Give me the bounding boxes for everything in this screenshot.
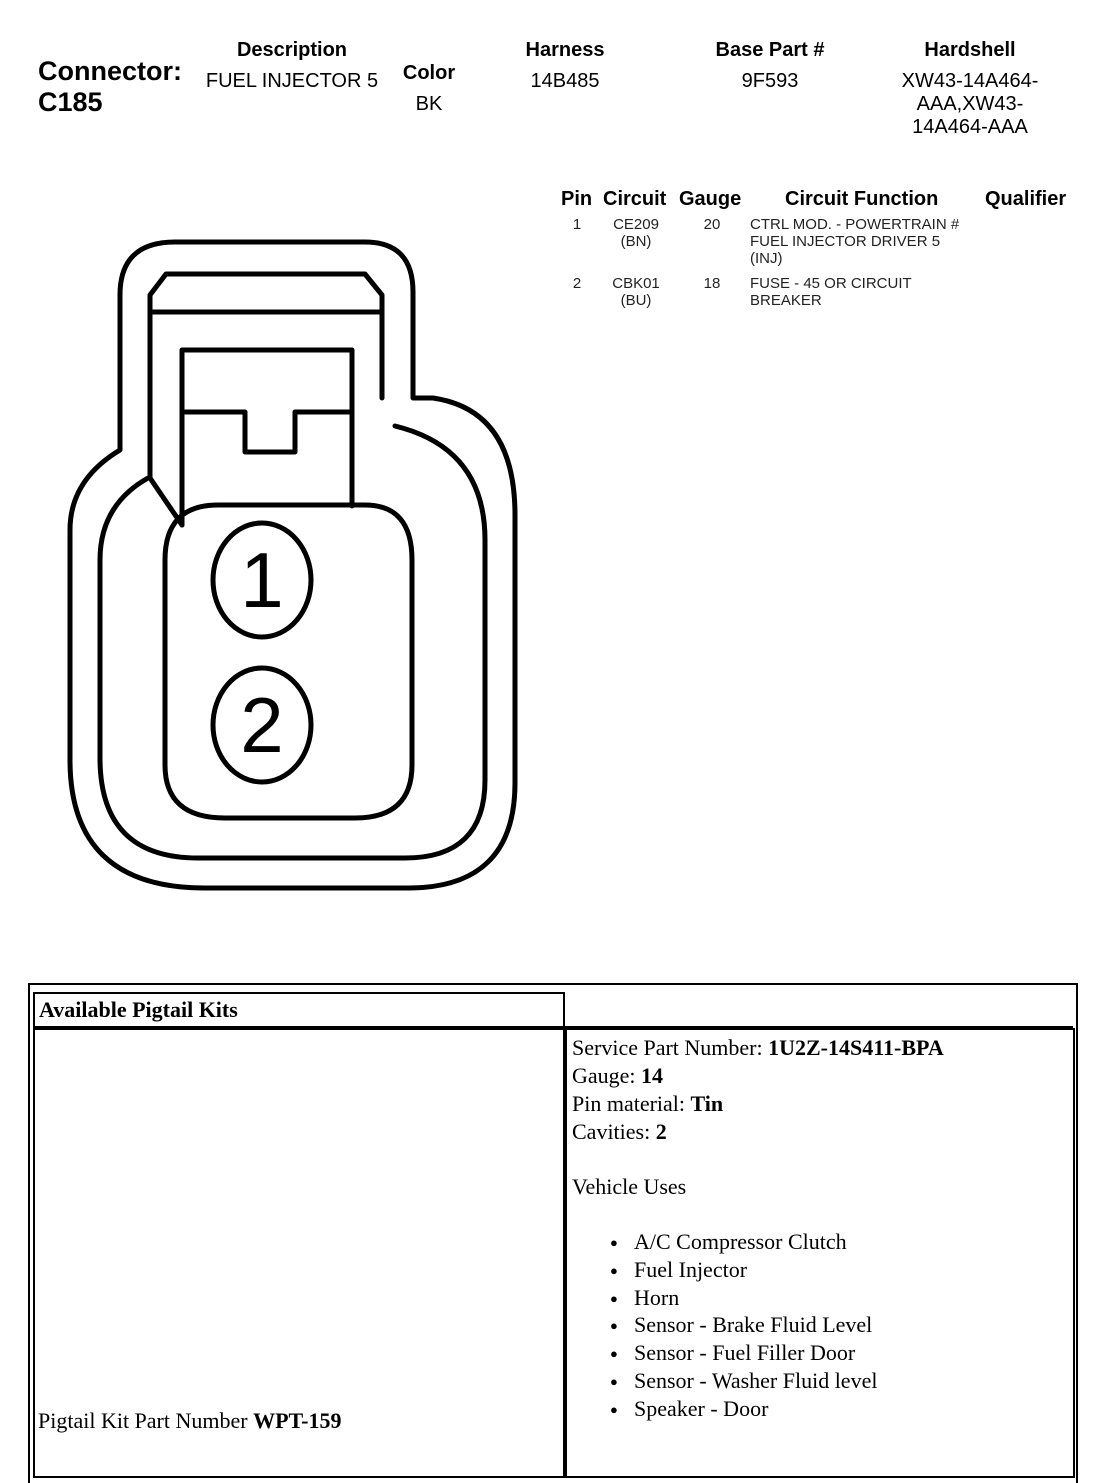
service-part-info <box>567 1030 1073 1427</box>
pigtail-title-cell <box>33 992 565 1028</box>
gauge-info <box>572 1062 1068 1090</box>
harness-value: 14B485 <box>530 70 600 92</box>
pin-number: 2 <box>572 275 582 292</box>
function-line: CTRL MOD. - POWERTRAIN # <box>750 216 960 233</box>
description-header: Description <box>236 39 348 61</box>
lock-tab-notch <box>185 412 350 452</box>
circuit-code <box>600 216 672 250</box>
harness-header: Harness <box>525 39 605 61</box>
circuit-id: CBK01 <box>612 275 660 292</box>
hardshell-value <box>880 70 1060 139</box>
latch-inner <box>150 274 382 478</box>
pigtail-title: Available Pigtail Kits <box>39 997 238 1022</box>
list-item: ● Fuel Injector <box>572 1256 1068 1284</box>
qualifier-col-header: Qualifier <box>985 188 1067 210</box>
circuit-color: (BU) <box>620 292 652 309</box>
list-item: ● A/C Compressor Clutch <box>572 1228 1068 1256</box>
gauge-col-header: Gauge <box>679 188 742 210</box>
hardshell-line-2: AAA,XW43- <box>916 93 1024 115</box>
function-line: FUSE - 45 OR CIRCUIT <box>750 275 912 292</box>
connector-face-diagram <box>0 0 560 940</box>
list-item: ● Speaker - Door <box>572 1395 1068 1423</box>
wire-gauge: 20 <box>703 216 721 233</box>
list-item: ● Sensor - Washer Fluid level <box>572 1367 1068 1395</box>
cavities-label: Cavities: <box>572 1119 656 1144</box>
function-line: (INJ) <box>750 250 783 267</box>
list-item: ● Horn <box>572 1284 1068 1312</box>
circuit-function <box>750 275 990 309</box>
pigtail-kit-cell <box>33 1028 565 1478</box>
pigtail-details-cell <box>565 1028 1075 1478</box>
pigtail-header-empty-cell <box>565 992 1073 1028</box>
service-part-value: 1U2Z-14S411-BPA <box>768 1035 944 1060</box>
color-value: BK <box>415 93 443 115</box>
circuit-color: (BN) <box>620 233 652 250</box>
function-col-header: Circuit Function <box>785 188 939 210</box>
function-line: FUEL INJECTOR DRIVER 5 <box>750 233 941 250</box>
hardshell-line-1: XW43-14A464- <box>901 70 1039 92</box>
pin-material-info <box>572 1090 1068 1118</box>
pigtail-kit-label: Pigtail Kit Part Number <box>38 1408 254 1433</box>
pin-number: 1 <box>572 216 582 233</box>
vehicle-uses-heading: Vehicle Uses <box>572 1174 687 1199</box>
color-header: Color <box>402 62 456 84</box>
gauge-label: Gauge: <box>572 1063 642 1088</box>
service-part-label: Service Part Number: <box>572 1035 769 1060</box>
cavities-info <box>572 1118 1068 1146</box>
function-line: BREAKER <box>750 292 822 309</box>
pin-material-label: Pin material: <box>572 1091 691 1116</box>
pin-2-label: 2 <box>240 681 284 769</box>
pin-material-value: Tin <box>690 1091 724 1116</box>
wire-gauge: 18 <box>703 275 721 292</box>
circuit-code <box>600 275 672 309</box>
circuit-id: CE209 <box>613 216 659 233</box>
circuit-col-header: Circuit <box>603 188 667 210</box>
pin-1-label: 1 <box>240 536 284 624</box>
circuit-function <box>750 216 990 267</box>
pigtail-kit-number <box>38 1408 342 1434</box>
description-value: FUEL INJECTOR 5 <box>205 70 379 92</box>
hardshell-header: Hardshell <box>924 39 1016 61</box>
list-item: ● Sensor - Brake Fluid Level <box>572 1311 1068 1339</box>
pin-col-header: Pin <box>561 188 593 210</box>
service-part-number <box>572 1034 1068 1062</box>
housing-outer <box>70 242 515 888</box>
vehicle-uses-list <box>572 1228 1068 1423</box>
list-item: ● Sensor - Fuel Filler Door <box>572 1339 1068 1367</box>
connector-id: C185 <box>38 87 103 117</box>
base-part-value: 9F593 <box>741 70 799 92</box>
connector-label: Connector: <box>38 56 182 86</box>
base-part-header: Base Part # <box>715 39 825 61</box>
pigtail-kit-value: WPT-159 <box>253 1408 342 1433</box>
lock-tab <box>182 350 352 525</box>
cavities-value: 2 <box>655 1119 667 1144</box>
hardshell-line-3: 14A464-AAA <box>912 116 1028 138</box>
gauge-value: 14 <box>641 1063 664 1088</box>
